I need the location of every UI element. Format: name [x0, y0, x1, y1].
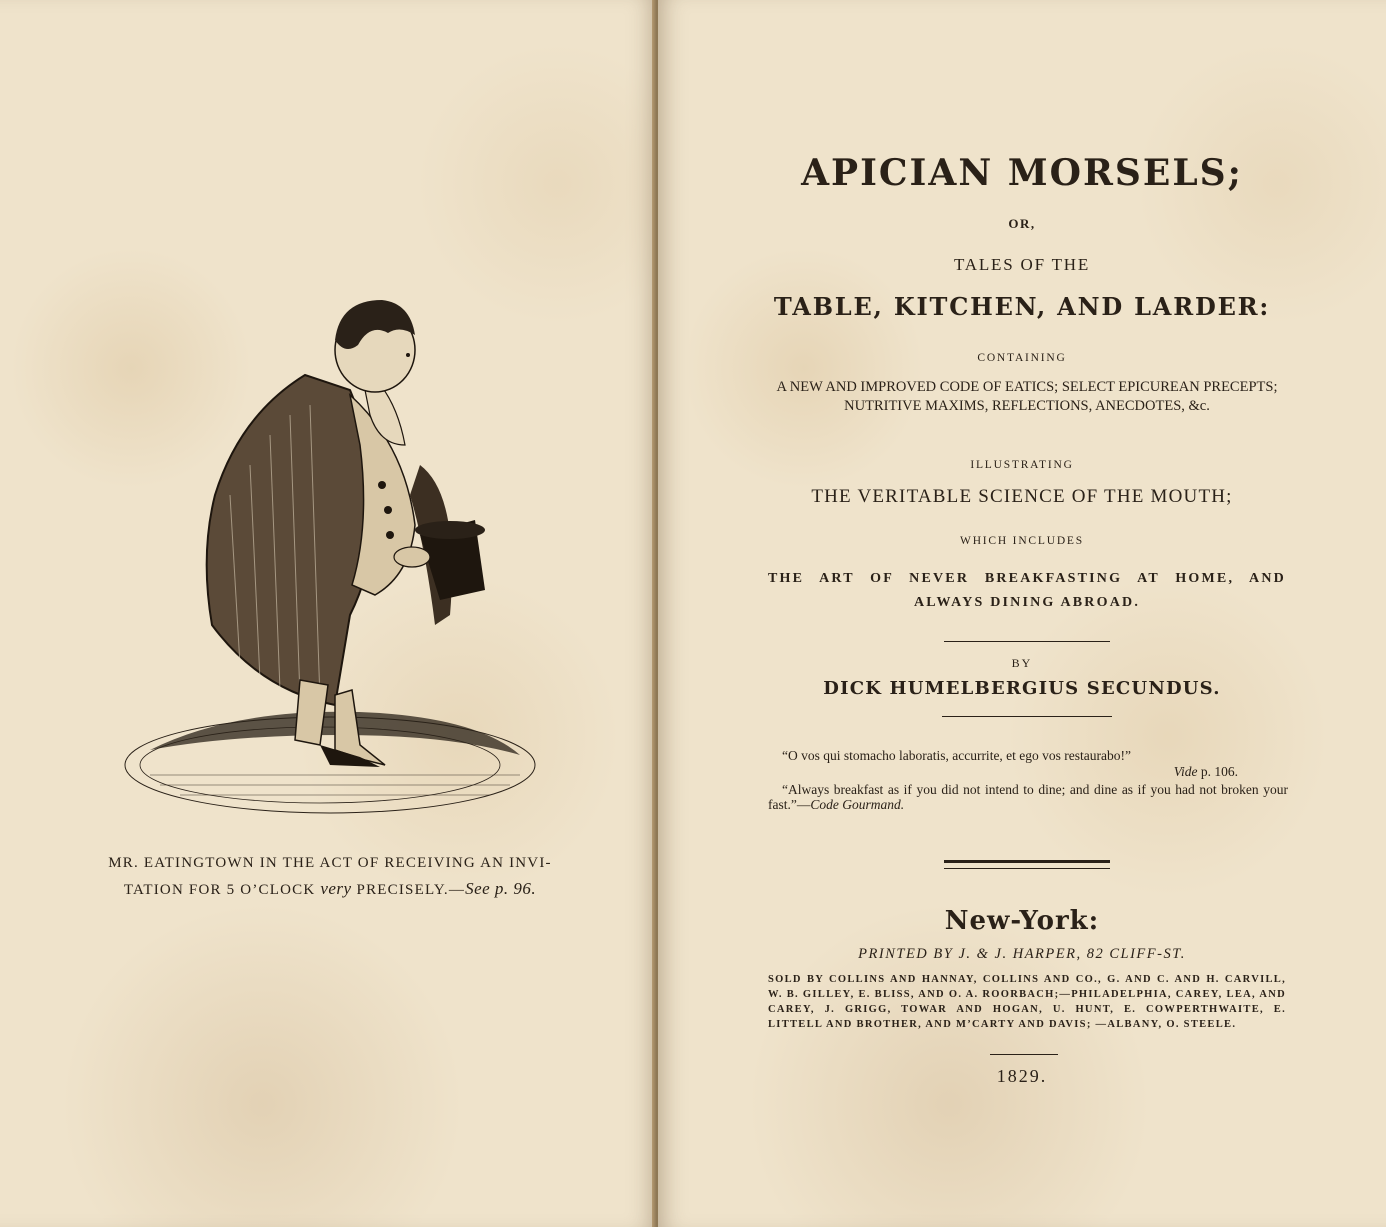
- divider-rule: [990, 1054, 1058, 1055]
- caption-page-reference: See p. 96.: [465, 879, 537, 898]
- caption-line-2: [60, 876, 600, 903]
- imprint-sellers: SOLD BY COLLINS AND HANNAY, COLLINS AND CO., G. AND C. AND H. CARVILL, W. B. GILLEY, E. BLISS, AND O. A. ROORBACH;—PHILADELPHIA, CAREY, LEA, AND CAREY, J. GRIGG, TOWAR AND HOGAN, U. HUNT, E. COWPERTHWAITE, E. LITTELL AND BROTHER, AND M’CARTY AND DAVIS; —ALBANY, O. STEELE.: [768, 974, 1286, 1030]
- science-line: THE VERITABLE SCIENCE OF THE MOUTH;: [811, 486, 1233, 507]
- divider-rule: [942, 716, 1112, 717]
- author-name: DICK HUMELBERGIUS SECUNDUS.: [823, 678, 1221, 699]
- title-or: OR,: [1008, 216, 1036, 231]
- label-which-includes: WHICH INCLUDES: [960, 535, 1084, 547]
- caption-emphasis: very: [320, 879, 352, 898]
- title-tales: TALES OF THE: [953, 255, 1091, 274]
- imprint-year: 1829.: [996, 1066, 1048, 1086]
- caption-text: TATION FOR 5 O’CLOCK: [123, 882, 321, 898]
- label-by: BY: [1011, 656, 1033, 670]
- epigraph-english: [768, 782, 1288, 812]
- divider-rule: [944, 641, 1110, 642]
- epigraph-english-source: Code Gourmand.: [810, 797, 905, 812]
- illustration-caption: [60, 850, 600, 903]
- frontispiece-page: [0, 0, 656, 1227]
- epigraph-english-text: “Always breakfast as if you did not intend to dine; and dine as if you had not broken your fast.”—: [768, 782, 1288, 812]
- book-title: APICIAN MORSELS;: [801, 152, 1243, 194]
- label-containing: CONTAINING: [977, 352, 1067, 364]
- caption-line-1: MR. EATINGTOWN IN THE ACT OF RECEIVING AN INVI-: [108, 855, 552, 871]
- reference-vide: Vide: [1173, 764, 1198, 779]
- epigraph-latin-reference: [768, 764, 1288, 779]
- contents-description: A NEW AND IMPROVED CODE OF EATICS; SELECT EPICUREAN PRECEPTS; NUTRITIVE MAXIMS, REFLECTIONS, ANECDOTES, &c.: [776, 379, 1278, 414]
- art-line-1: THE ART OF NEVER BREAKFASTING AT HOME, AND: [768, 571, 1286, 586]
- title-page: [658, 0, 1386, 1227]
- engraving-illustration: [120, 295, 550, 835]
- epigraph-latin: “O vos qui stomacho laboratis, accurrite, et ego vos restaurabo!”: [782, 748, 1132, 763]
- art-description: [768, 567, 1286, 615]
- imprint-place: New-York:: [944, 906, 1100, 936]
- book-subtitle: TABLE, KITCHEN, AND LARDER:: [773, 292, 1271, 321]
- art-line-2: ALWAYS DINING ABROAD.: [913, 595, 1141, 610]
- caption-text: PRECISELY.—: [351, 882, 466, 898]
- double-rule: [944, 860, 1110, 869]
- reference-page: p. 106.: [1197, 764, 1238, 779]
- label-illustrating: ILLUSTRATING: [970, 459, 1074, 471]
- imprint-printer: PRINTED BY J. & J. HARPER, 82 CLIFF-ST.: [858, 946, 1186, 962]
